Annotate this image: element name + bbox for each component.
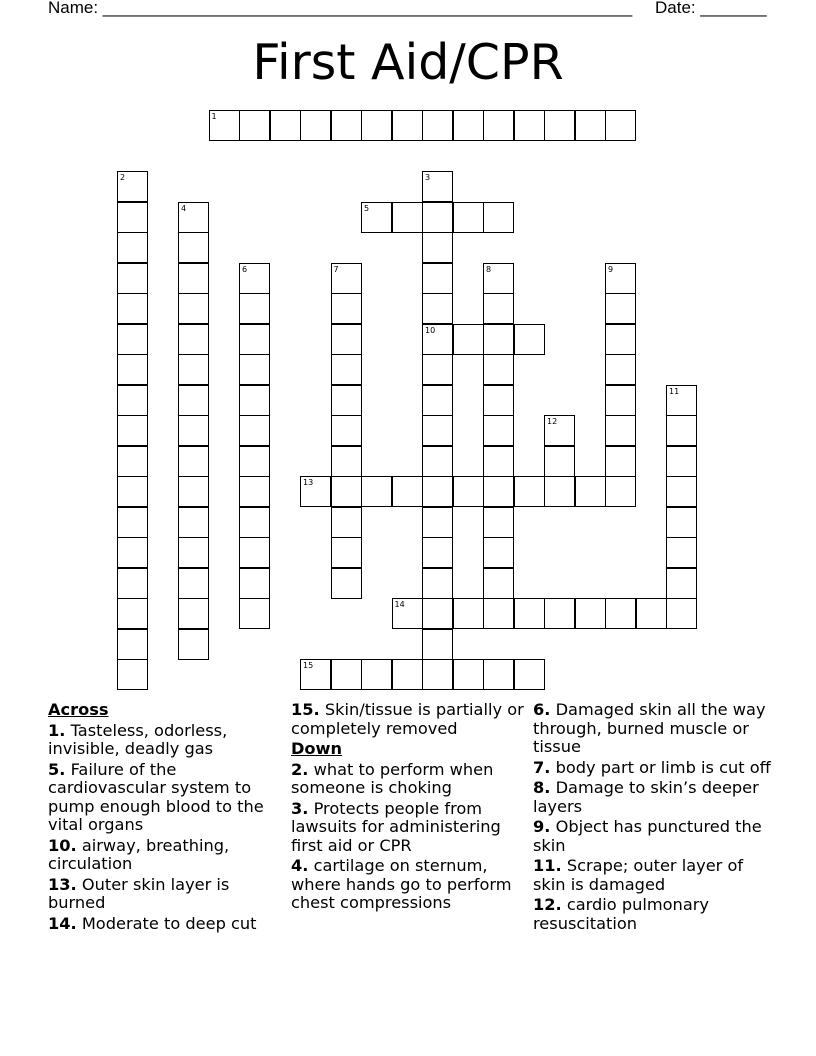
grid-cell[interactable] (239, 293, 270, 324)
grid-cell[interactable] (361, 110, 392, 141)
grid-cell[interactable] (605, 415, 636, 446)
grid-cell[interactable] (331, 446, 362, 477)
grid-cell[interactable] (483, 568, 514, 599)
grid-cell[interactable] (117, 537, 148, 568)
clue-down-7: 7. body part or limb is cut off (533, 757, 771, 777)
grid-cell[interactable] (331, 263, 362, 294)
grid-cell[interactable] (544, 110, 575, 141)
grid-cell[interactable] (300, 659, 331, 690)
grid-cell[interactable] (239, 385, 270, 416)
grid-cell[interactable] (422, 415, 453, 446)
grid-cell[interactable] (117, 476, 148, 507)
grid-cell[interactable] (239, 110, 270, 141)
grid-cell[interactable] (422, 110, 453, 141)
clue-number: 11 (669, 386, 680, 396)
clue-number: 3 (425, 173, 431, 182)
grid-cell[interactable] (331, 537, 362, 568)
grid-cell[interactable] (178, 537, 209, 568)
grid-cell[interactable] (178, 324, 209, 355)
grid-cell[interactable] (666, 385, 697, 416)
grid-cell[interactable] (422, 171, 453, 202)
grid-cell[interactable] (422, 385, 453, 416)
grid-cell[interactable] (666, 415, 697, 446)
grid-cell[interactable] (178, 385, 209, 416)
grid-cell[interactable] (117, 385, 148, 416)
clues-column-1 (48, 701, 280, 935)
clues-column-3 (533, 701, 773, 935)
grid-cell[interactable] (483, 598, 514, 629)
clue-down-11: 11. Scrape; outer layer of skin is damaged (533, 856, 744, 894)
grid-cell[interactable] (422, 202, 453, 233)
grid-cell[interactable] (331, 568, 362, 599)
grid-cell[interactable] (239, 537, 270, 568)
grid-cell[interactable] (666, 446, 697, 477)
grid-cell[interactable] (666, 568, 697, 599)
grid-cell[interactable] (239, 598, 270, 629)
grid-cell[interactable] (453, 110, 484, 141)
grid-cell[interactable] (453, 659, 484, 690)
grid-cell[interactable] (392, 659, 423, 690)
grid-cell[interactable] (392, 476, 423, 507)
clue-number: 1 (211, 112, 217, 121)
clue-across-5: 5. Failure of the cardiovascular system to pump enough blood to the vital organs (48, 759, 264, 834)
clue-number: 2 (120, 173, 126, 182)
grid-cell[interactable] (544, 476, 575, 507)
clue-down-6: 6. Damaged skin all the way through, burned muscle or tissue (533, 700, 766, 756)
grid-cell[interactable] (331, 293, 362, 324)
grid-cell[interactable] (178, 446, 209, 477)
grid-cell[interactable] (361, 202, 392, 233)
grid-cell[interactable] (605, 476, 636, 507)
grid-cell[interactable] (514, 476, 545, 507)
grid-cell[interactable] (239, 263, 270, 294)
clue-number: 10 (425, 325, 436, 335)
clue-number: 15 (303, 661, 314, 670)
grid-cell[interactable] (239, 354, 270, 385)
grid-cell[interactable] (605, 446, 636, 477)
grid-cell[interactable] (483, 293, 514, 324)
grid-cell[interactable] (483, 202, 514, 233)
grid-cell[interactable] (453, 324, 484, 355)
grid-cell[interactable] (422, 598, 453, 629)
grid-cell[interactable] (117, 568, 148, 599)
clue-down-9: 9. Object has punctured the skin (533, 817, 762, 855)
grid-cell[interactable] (392, 110, 423, 141)
grid-cell[interactable] (117, 659, 148, 690)
grid-cell[interactable] (117, 324, 148, 355)
grid-cell[interactable] (117, 354, 148, 385)
grid-cell[interactable] (422, 476, 453, 507)
grid-cell[interactable] (514, 598, 545, 629)
grid-cell[interactable] (483, 110, 514, 141)
grid-cell[interactable] (483, 476, 514, 507)
grid-cell[interactable] (514, 324, 545, 355)
grid-cell[interactable] (178, 507, 209, 538)
grid-cell[interactable] (422, 354, 453, 385)
grid-cell[interactable] (483, 446, 514, 477)
page-title: First Aid/CPR (252, 34, 564, 91)
clue-down-3: 3. Protects people from lawsuits for administering first aid or CPR (291, 798, 501, 855)
grid-cell[interactable] (178, 293, 209, 324)
clue-down-8: 8. Damage to skin’s deeper layers (533, 778, 759, 816)
clue-across-13: 13. Outer skin layer is burned (48, 874, 230, 912)
grid-cell[interactable] (178, 629, 209, 660)
grid-cell[interactable] (483, 263, 514, 294)
grid-cell[interactable] (483, 324, 514, 355)
grid-cell[interactable] (422, 659, 453, 690)
grid-cell[interactable] (239, 476, 270, 507)
clues-column-2 (291, 701, 527, 915)
grid-cell[interactable] (453, 476, 484, 507)
grid-cell[interactable] (239, 415, 270, 446)
down-heading: Down (291, 739, 343, 758)
grid-cell[interactable] (270, 110, 301, 141)
grid-cell[interactable] (239, 568, 270, 599)
grid-cell[interactable] (239, 507, 270, 538)
grid-cell[interactable] (117, 446, 148, 477)
grid-cell[interactable] (331, 659, 362, 690)
grid-cell[interactable] (544, 415, 575, 446)
clue-number: 9 (608, 264, 614, 274)
grid-cell[interactable] (117, 263, 148, 294)
grid-cell[interactable] (300, 110, 331, 141)
grid-cell[interactable] (300, 476, 331, 507)
grid-cell[interactable] (422, 568, 453, 599)
grid-cell[interactable] (514, 659, 545, 690)
grid-cell[interactable] (117, 202, 148, 233)
grid-cell[interactable] (331, 507, 362, 538)
grid-cell[interactable] (239, 446, 270, 477)
grid-cell[interactable] (392, 598, 423, 629)
grid-cell[interactable] (178, 263, 209, 294)
grid-cell[interactable] (117, 629, 148, 660)
clue-down-2: 2. what to perform when someone is choking (291, 759, 494, 797)
clue-number: 8 (486, 264, 492, 274)
grid-cell[interactable] (514, 110, 545, 141)
clue-across-1: 1. Tasteless, odorless, invisible, deadly gas (48, 720, 228, 758)
grid-cell[interactable] (331, 385, 362, 416)
grid-cell[interactable] (178, 354, 209, 385)
clue-across-10: 10. airway, breathing, circulation (48, 835, 230, 873)
clue-number: 12 (547, 417, 558, 426)
clue-number: 13 (303, 478, 314, 487)
clue-number: 7 (333, 264, 339, 274)
clue-number: 4 (181, 203, 187, 213)
grid-cell[interactable] (178, 476, 209, 507)
grid-cell[interactable] (239, 324, 270, 355)
grid-cell[interactable] (544, 446, 575, 477)
grid-cell[interactable] (361, 476, 392, 507)
grid-cell[interactable] (605, 293, 636, 324)
grid-cell[interactable] (422, 537, 453, 568)
grid-cell[interactable] (117, 293, 148, 324)
grid-cell[interactable] (331, 415, 362, 446)
grid-cell[interactable] (422, 293, 453, 324)
grid-cell[interactable] (117, 232, 148, 263)
grid-cell[interactable] (331, 324, 362, 355)
grid-cell[interactable] (666, 476, 697, 507)
grid-cell[interactable] (605, 110, 636, 141)
grid-cell[interactable] (575, 110, 606, 141)
grid-cell[interactable] (453, 598, 484, 629)
grid-cell[interactable] (575, 598, 606, 629)
grid-cell[interactable] (605, 598, 636, 629)
clue-number: 5 (364, 203, 370, 213)
clue-across-14: 14. Moderate to deep cut (48, 913, 257, 933)
grid-cell[interactable] (453, 202, 484, 233)
grid-cell[interactable] (117, 507, 148, 538)
clue-across-15: 15. Skin/tissue is partially or completely removed (291, 700, 524, 738)
grid-cell[interactable] (178, 415, 209, 446)
name-field-label: Name: ________________________________________________________ (48, 0, 633, 17)
grid-cell[interactable] (178, 202, 209, 233)
grid-cell[interactable] (422, 232, 453, 263)
grid-cell[interactable] (605, 385, 636, 416)
clue-number: 14 (394, 600, 405, 609)
grid-cell[interactable] (666, 507, 697, 538)
grid-cell[interactable] (331, 476, 362, 507)
grid-cell[interactable] (575, 476, 606, 507)
grid-cell[interactable] (422, 324, 453, 355)
grid-cell[interactable] (544, 598, 575, 629)
grid-cell[interactable] (178, 568, 209, 599)
grid-cell[interactable] (483, 415, 514, 446)
clue-down-4: 4. cartilage on sternum, where hands go to perform chest compressions (291, 856, 512, 912)
grid-cell[interactable] (605, 324, 636, 355)
grid-cell[interactable] (392, 202, 423, 233)
grid-cell[interactable] (483, 659, 514, 690)
grid-cell[interactable] (361, 659, 392, 690)
date-field-label: Date: _______ (655, 0, 767, 17)
grid-cell[interactable] (636, 598, 667, 629)
grid-cell[interactable] (117, 598, 148, 629)
grid-cell[interactable] (483, 537, 514, 568)
grid-cell[interactable] (117, 415, 148, 446)
grid-cell[interactable] (422, 629, 453, 660)
grid-cell[interactable] (422, 446, 453, 477)
clue-down-12: 12. cardio pulmonary resuscitation (533, 895, 709, 933)
grid-cell[interactable] (605, 354, 636, 385)
grid-cell[interactable] (331, 354, 362, 385)
grid-cell[interactable] (483, 385, 514, 416)
across-heading: Across (48, 700, 109, 719)
clue-number: 6 (242, 264, 248, 274)
grid-cell[interactable] (483, 507, 514, 538)
grid-cell[interactable] (117, 171, 148, 202)
grid-cell[interactable] (178, 232, 209, 263)
grid-cell[interactable] (605, 263, 636, 294)
grid-cell[interactable] (331, 110, 362, 141)
grid-cell[interactable] (209, 110, 240, 141)
grid-cell[interactable] (422, 507, 453, 538)
grid-cell[interactable] (666, 598, 697, 629)
grid-cell[interactable] (178, 598, 209, 629)
grid-cell[interactable] (422, 263, 453, 294)
grid-cell[interactable] (483, 354, 514, 385)
grid-cell[interactable] (666, 537, 697, 568)
